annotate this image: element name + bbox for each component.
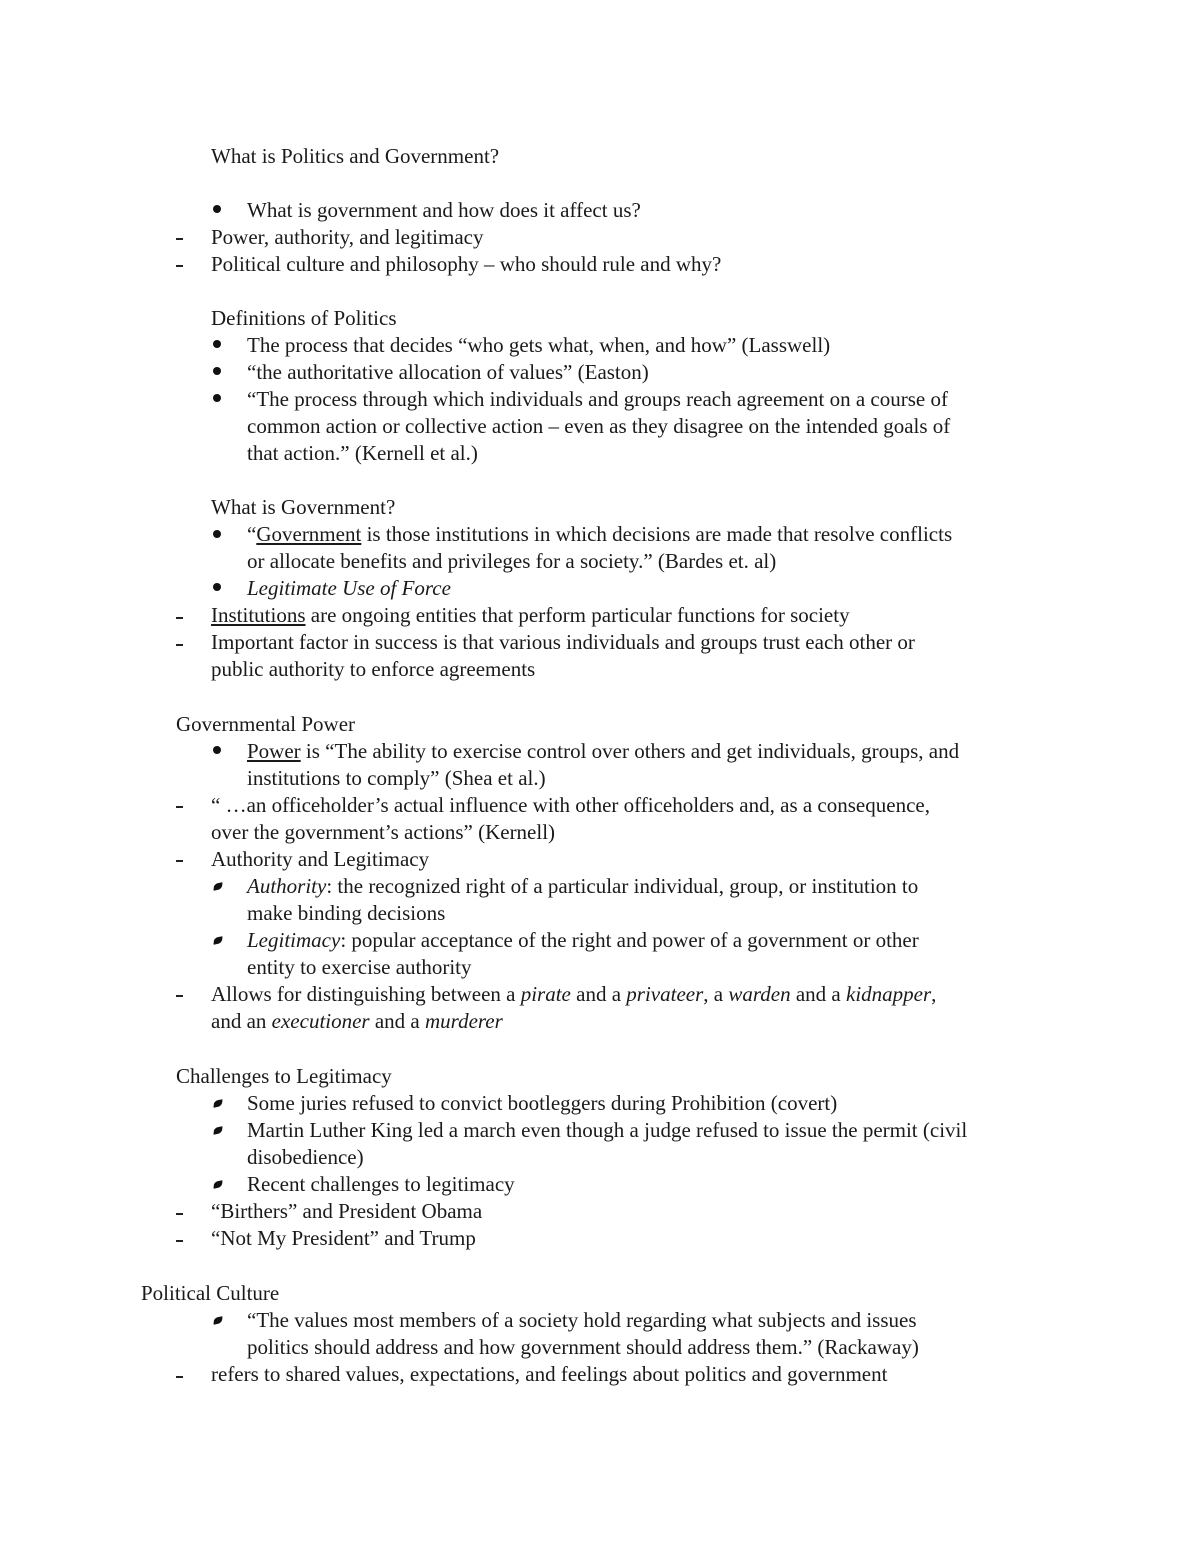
term-legitimate-use-of-force: Legitimate Use of Force: [247, 576, 451, 600]
arrow-bullet-icon: [213, 936, 222, 945]
term-privateer: privateer: [626, 982, 704, 1006]
list-item: [247, 521, 952, 548]
bullet-icon: [213, 394, 221, 402]
dash-icon: [176, 238, 183, 240]
quote-mark: “: [247, 522, 257, 546]
list-item: “The process through which individuals and groups reach agreement on a course of: [247, 387, 948, 411]
term-institutions: Institutions: [211, 603, 306, 627]
dash-icon: [176, 995, 183, 997]
term-power: Power: [247, 739, 301, 763]
list-item: Authority and Legitimacy: [211, 847, 430, 871]
list-item: Recent challenges to legitimacy: [247, 1172, 515, 1196]
dash-icon: [176, 265, 183, 267]
list-item: Some juries refused to convict bootleggers during Prohibition (covert): [247, 1091, 838, 1115]
dash-icon: [176, 860, 183, 862]
list-item-continuation: entity to exercise authority: [247, 955, 472, 979]
list-item-continuation: or allocate benefits and privileges for a society.” (Bardes et. al): [247, 549, 777, 573]
arrow-bullet-icon: [213, 1180, 222, 1189]
list-item-continuation: [211, 1008, 503, 1035]
term-legitimacy: Legitimacy: [247, 928, 341, 952]
text-run: ,: [931, 982, 937, 1006]
list-item-text: are ongoing entities that perform particular functions for society: [305, 603, 850, 627]
list-item-continuation: public authority to enforce agreements: [211, 657, 536, 681]
list-item: [247, 738, 959, 765]
list-item-text: is “The ability to exercise control over others and get individuals, groups, and: [300, 739, 960, 763]
bullet-icon: [213, 583, 221, 591]
bullet-icon: [213, 530, 221, 538]
list-item-continuation: disobedience): [247, 1145, 364, 1169]
dash-icon: [176, 1213, 183, 1215]
dash-icon: [176, 1240, 183, 1242]
text-run: and a: [790, 982, 846, 1006]
list-item: Political culture and philosophy – who should rule and why?: [211, 252, 722, 276]
section-heading-challenges: Challenges to Legitimacy: [176, 1064, 392, 1088]
list-item-continuation: politics should address and how government should address them.” (Rackaway): [247, 1335, 919, 1359]
list-item-text: is those institutions in which decisions are made that resolve conflicts: [361, 522, 953, 546]
text-run: and an: [211, 1009, 272, 1033]
section-heading-power: Governmental Power: [176, 712, 356, 736]
bullet-icon: [213, 367, 221, 375]
list-item: [211, 602, 850, 629]
section-heading-politics-government: What is Politics and Government?: [211, 144, 500, 168]
list-item-text: : the recognized right of a particular individual, group, or institution to: [326, 874, 919, 898]
list-item: Power, authority, and legitimacy: [211, 225, 484, 249]
section-heading-political-culture: Political Culture: [141, 1281, 280, 1305]
list-item: The process that decides “who gets what, when, and how” (Lasswell): [247, 333, 831, 357]
dash-icon: [176, 617, 183, 619]
arrow-bullet-icon: [213, 1099, 222, 1108]
term-government: Government: [256, 522, 362, 546]
section-heading-definitions: Definitions of Politics: [211, 306, 397, 330]
list-item: refers to shared values, expectations, and feelings about politics and government: [211, 1362, 888, 1386]
bullet-icon: [213, 340, 221, 348]
bullet-icon: [213, 746, 221, 754]
list-item-continuation: common action or collective action – even as they disagree on the intended goals of: [247, 414, 951, 438]
text-run: and a: [570, 982, 627, 1006]
arrow-bullet-icon: [213, 882, 222, 891]
arrow-bullet-icon: [213, 1316, 222, 1325]
dash-icon: [176, 806, 183, 808]
term-warden: warden: [728, 982, 791, 1006]
term-executioner: executioner: [271, 1009, 370, 1033]
list-item: [247, 873, 918, 900]
list-item: [247, 927, 919, 954]
arrow-bullet-icon: [213, 1126, 222, 1135]
text-run: Allows for distinguishing between a: [211, 982, 521, 1006]
list-item: [247, 575, 451, 602]
list-item-continuation: over the government’s actions” (Kernell): [211, 820, 556, 844]
list-item-continuation: make binding decisions: [247, 901, 446, 925]
term-authority: Authority: [247, 874, 327, 898]
term-pirate: pirate: [520, 982, 571, 1006]
list-item-text: : popular acceptance of the right and power of a government or other: [340, 928, 919, 952]
section-heading-government: What is Government?: [211, 495, 396, 519]
dash-icon: [176, 1376, 183, 1378]
text-run: , a: [703, 982, 729, 1006]
dash-icon: [176, 644, 183, 646]
list-item-continuation: that action.” (Kernell et al.): [247, 441, 478, 465]
list-item: [211, 981, 936, 1008]
list-item-continuation: institutions to comply” (Shea et al.): [247, 766, 546, 790]
list-item: “Birthers” and President Obama: [211, 1199, 483, 1223]
text-run: and a: [369, 1009, 426, 1033]
term-murderer: murderer: [425, 1009, 503, 1033]
bullet-icon: [213, 205, 221, 213]
list-item: “Not My President” and Trump: [211, 1226, 476, 1250]
list-item: What is government and how does it affect us?: [247, 198, 641, 222]
term-kidnapper: kidnapper: [846, 982, 932, 1006]
list-item: Important factor in success is that various individuals and groups trust each other or: [211, 630, 915, 654]
list-item: “ …an officeholder’s actual influence with other officeholders and, as a consequence,: [211, 793, 930, 817]
list-item: “The values most members of a society hold regarding what subjects and issues: [247, 1308, 917, 1332]
list-item: Martin Luther King led a march even though a judge refused to issue the permit (civil: [247, 1118, 968, 1142]
list-item: “the authoritative allocation of values” (Easton): [247, 360, 649, 384]
